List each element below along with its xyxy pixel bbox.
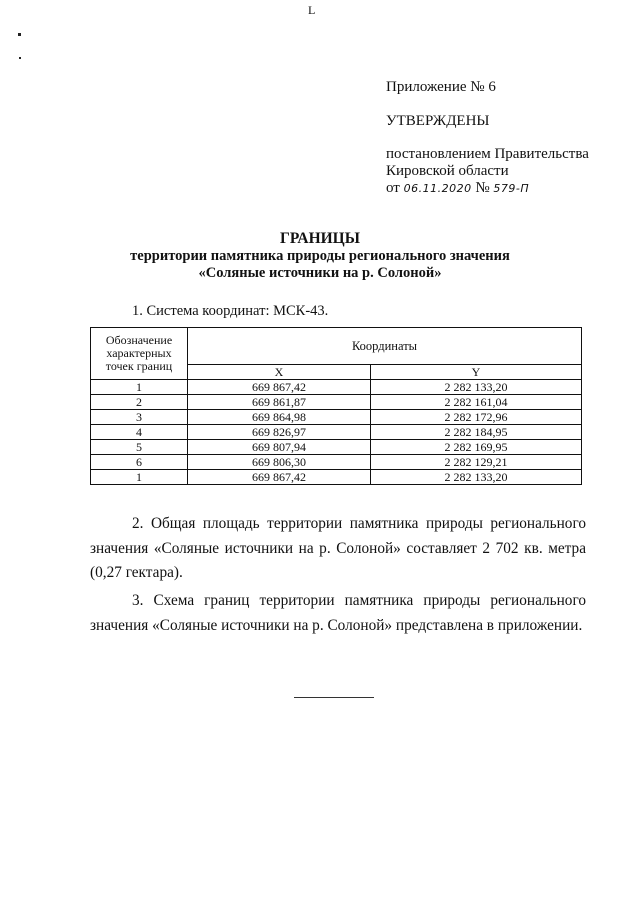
cell-y: 2 282 161,04 [371,395,582,410]
coordinates-table [90,327,582,485]
paragraph-area [90,512,586,586]
cell-point: 6 [91,455,188,470]
top-mark: L [308,3,316,17]
cell-y: 2 282 184,95 [371,425,582,440]
cell-x: 669 861,87 [188,395,371,410]
cell-y: 2 282 169,95 [371,440,582,455]
paragraph-scheme-text: 3. Схема границ территории памятника природы регионального значения «Соляные источники на р. Солоной» представлена в приложении. [90,592,586,634]
table-row [91,470,582,485]
title-line-2: территории памятника природы регионального значения [130,248,510,264]
cell-point: 3 [91,410,188,425]
cell-x: 669 807,94 [188,440,371,455]
approval-number: 579-П [493,182,530,195]
table-row [91,425,582,440]
column-header-coordinates: Координаты [188,328,582,365]
table-row [91,455,582,470]
approval-date: 06.11.2020 [403,182,472,195]
document-title: ГРАНИЦЫ [280,230,360,247]
cell-x: 669 867,42 [188,380,371,395]
approved-heading: УТВЕРЖДЕНЫ [386,113,490,129]
cell-y: 2 282 133,20 [371,380,582,395]
appendix-label: Приложение № 6 [386,79,496,95]
title-line-3: «Соляные источники на р. Солоной» [198,265,442,281]
table-row [91,410,582,425]
cell-x: 669 864,98 [188,410,371,425]
cell-y: 2 282 172,96 [371,410,582,425]
table-row [91,380,582,395]
table-row [91,440,582,455]
approval-number-sign: № [475,180,490,196]
paragraph-scheme [90,589,586,638]
approval-line-2: Кировской области [386,163,509,179]
coordinates-table-body [91,380,582,485]
approval-body [386,146,626,197]
column-header-y: Y [371,365,582,380]
scan-speck [18,33,21,36]
cell-x: 669 826,97 [188,425,371,440]
cell-point: 2 [91,395,188,410]
cell-point: 4 [91,425,188,440]
approval-prefix: от [386,180,400,196]
scan-speck [19,57,21,59]
cell-point: 5 [91,440,188,455]
title-block [0,230,640,282]
cell-point: 1 [91,470,188,485]
column-header-points: Обозначение характерных точек границ [91,328,188,380]
approval-line-1: постановлением Правительства [386,146,589,162]
cell-point: 1 [91,380,188,395]
column-header-x: X [188,365,371,380]
cell-y: 2 282 129,21 [371,455,582,470]
paragraph-area-text: 2. Общая площадь территории памятника природы регионального значения «Соляные источники на р. Солоной» составляет 2 702 кв. метра (0,27 гектара). [90,515,586,581]
approval-line-3 [386,180,626,197]
coordinate-system-line: 1. Система координат: МСК-43. [132,303,329,319]
cell-x: 669 867,42 [188,470,371,485]
cell-x: 669 806,30 [188,455,371,470]
cell-y: 2 282 133,20 [371,470,582,485]
table-row [91,395,582,410]
bottom-divider [294,697,374,698]
